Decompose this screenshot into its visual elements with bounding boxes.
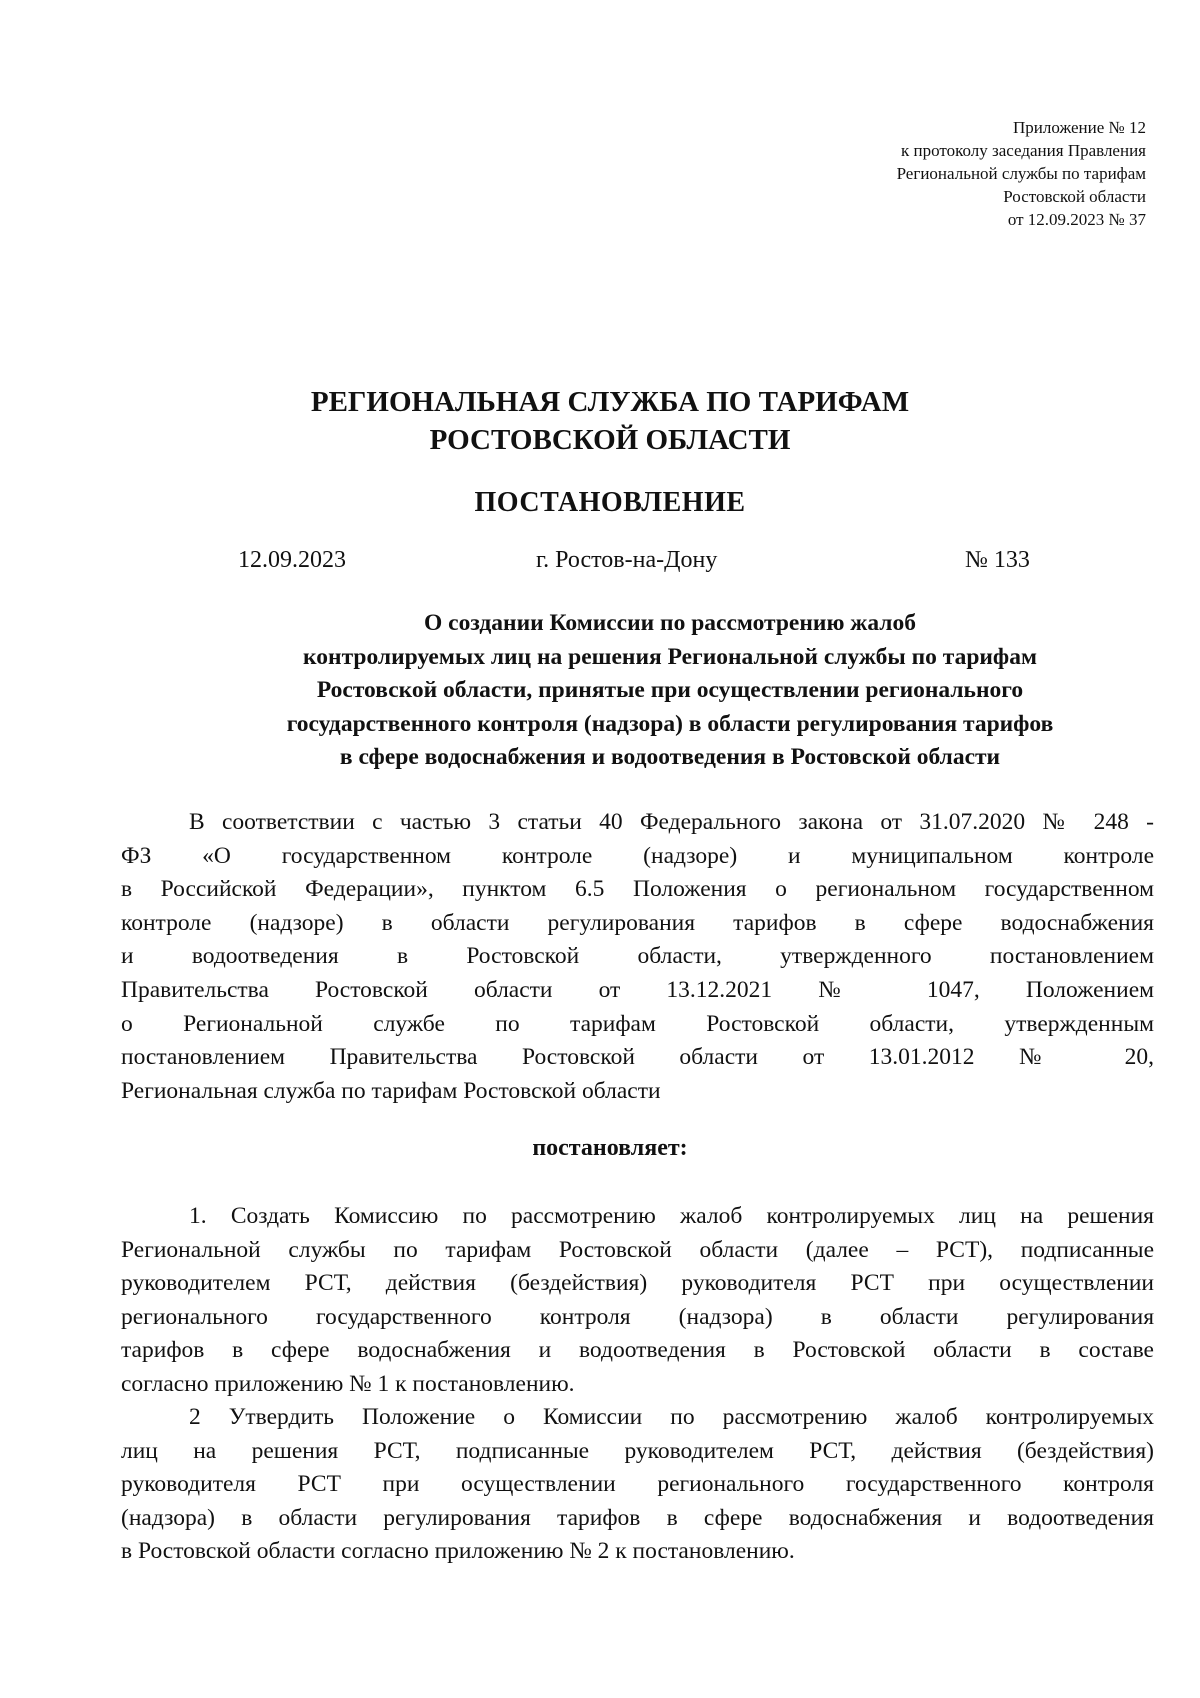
preamble-paragraph xyxy=(121,806,1154,1108)
appendix-line: от 12.09.2023 № 37 xyxy=(1007,210,1146,229)
subject-line: в сфере водоснабжения и водоотведения в Ростовской области xyxy=(339,744,1001,770)
item-1-line: руководителем РСТ, действия (бездействия) руководителя РСТ при осуществлении xyxy=(121,1270,1154,1297)
item-1-line: Региональной службы по тарифам Ростовской области (далее – РСТ), подписанные xyxy=(121,1236,1154,1263)
item-2-line: (надзора) в области регулирования тарифов в сфере водоснабжения и водоотведения xyxy=(121,1504,1154,1531)
item-1-line: тарифов в сфере водоснабжения и водоотведения в Ростовской области в составе xyxy=(121,1337,1154,1364)
item-2-line: руководителя РСТ при осуществлении регионального государственного контроля xyxy=(121,1471,1154,1498)
item-1-paragraph xyxy=(121,1200,1154,1402)
preamble-line: Региональная служба по тарифам Ростовской области xyxy=(121,1077,661,1104)
item-2-line: 2 Утвердить Положение о Комиссии по рассмотрению жалоб контролируемых xyxy=(189,1404,1154,1430)
document-subject xyxy=(130,607,1200,775)
document-city: г. Ростов-на-Дону xyxy=(536,547,718,573)
preamble-line: о Региональной службе по тарифам Ростовской области, утвержденным xyxy=(121,1010,1154,1037)
resolves-heading: постановляет: xyxy=(532,1135,688,1161)
appendix-line: к протоколу заседания Правления xyxy=(901,141,1146,160)
organization-name-line: РОСТОВСКОЙ ОБЛАСТИ xyxy=(429,424,791,456)
appendix-line: Приложение № 12 xyxy=(1013,118,1146,137)
subject-line: государственного контроля (надзора) в области регулирования тарифов xyxy=(286,710,1054,737)
appendix-line: Ростовской области xyxy=(1003,187,1146,206)
preamble-line: и водоотведения в Ростовской области, утвержденного постановлением xyxy=(121,943,1154,970)
item-1-line: 1. Создать Комиссию по рассмотрению жалоб контролируемых лиц на решения xyxy=(189,1203,1154,1229)
document-number: № 133 xyxy=(965,547,1030,573)
appendix-line: Региональной службы по тарифам xyxy=(896,164,1146,183)
item-2-line: лиц на решения РСТ, подписанные руководителем РСТ, действия (бездействия) xyxy=(121,1437,1154,1464)
subject-line: О создании Комиссии по рассмотрению жалоб xyxy=(424,610,916,636)
subject-line: контролируемых лиц на решения Региональной службы по тарифам xyxy=(303,643,1037,670)
preamble-line: ФЗ «О государственном контроле (надзоре) и муниципальном контроле xyxy=(121,842,1154,869)
document-type: ПОСТАНОВЛЕНИЕ xyxy=(474,487,746,518)
preamble-line: В соответствии с частью 3 статьи 40 Федерального закона от 31.07.2020 № 248 - xyxy=(189,809,1154,835)
organization-name xyxy=(0,383,1200,459)
subject-line: Ростовской области, принятые при осуществлении регионального xyxy=(316,677,1024,703)
organization-name-line: РЕГИОНАЛЬНАЯ СЛУЖБА ПО ТАРИФАМ xyxy=(310,386,910,418)
preamble-line: постановлением Правительства Ростовской области от 13.01.2012 № 20, xyxy=(121,1044,1154,1071)
preamble-line: Правительства Ростовской области от 13.12.2021 № 1047, Положением xyxy=(121,976,1154,1003)
item-2-line: в Ростовской области согласно приложению № 2 к постановлению. xyxy=(121,1538,795,1565)
item-1-line: регионального государственного контроля (надзора) в области регулирования xyxy=(121,1303,1154,1330)
preamble-line: контроле (надзоре) в области регулирования тарифов в сфере водоснабжения xyxy=(121,909,1154,936)
preamble-line: в Российской Федерации», пунктом 6.5 Положения о региональном государственном xyxy=(121,876,1154,903)
item-1-line: согласно приложению № 1 к постановлению. xyxy=(121,1370,575,1397)
appendix-reference xyxy=(897,116,1146,231)
item-2-paragraph xyxy=(121,1401,1154,1569)
document-date: 12.09.2023 xyxy=(238,547,346,573)
